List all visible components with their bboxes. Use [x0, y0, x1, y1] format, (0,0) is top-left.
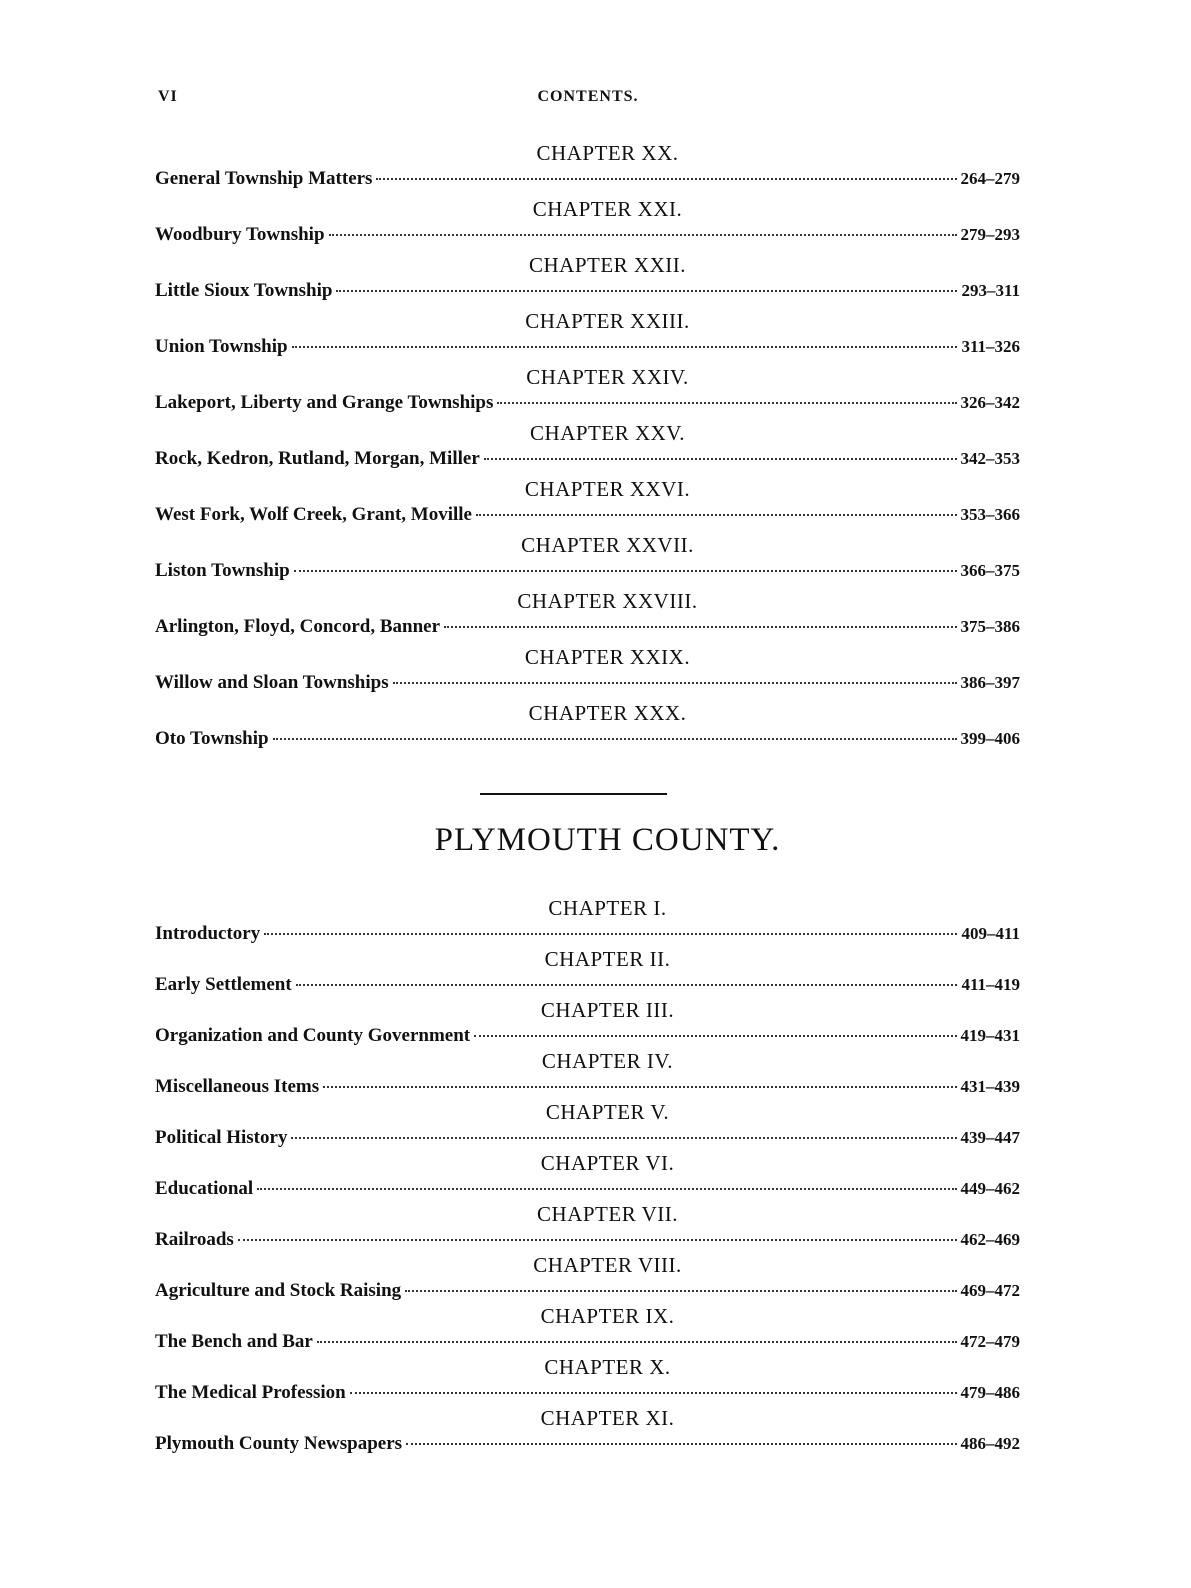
toc-line — [155, 921, 1020, 947]
toc-line — [155, 558, 1020, 584]
chapter-heading: CHAPTER XXII. — [529, 253, 686, 277]
chapter-title: Political History — [155, 1127, 288, 1148]
page-range: 366–375 — [960, 561, 1020, 580]
page-range: 264–279 — [960, 169, 1020, 188]
chapter-heading: CHAPTER XXVIII. — [517, 589, 698, 613]
toc-line — [155, 972, 1020, 998]
toc-entry — [155, 140, 1020, 196]
chapter-title: Railroads — [155, 1229, 234, 1250]
chapter-title: The Medical Profession — [155, 1382, 346, 1403]
toc-entry — [155, 1303, 1020, 1354]
page-range: 386–397 — [960, 673, 1020, 692]
chapter-heading: CHAPTER VIII. — [533, 1253, 682, 1277]
chapter-heading: CHAPTER XXV. — [530, 421, 685, 445]
toc-entry — [155, 476, 1020, 532]
toc-entry — [155, 895, 1020, 946]
chapter-heading: CHAPTER III. — [540, 998, 675, 1022]
dot-leader — [238, 1239, 957, 1241]
chapter-title: General Township Matters — [155, 168, 373, 189]
chapter-title: Arlington, Floyd, Concord, Banner — [155, 616, 441, 637]
page-range: 411–419 — [961, 975, 1020, 994]
chapter-title: Plymouth County Newspapers — [155, 1433, 403, 1454]
chapter-heading: CHAPTER XXX. — [528, 701, 687, 725]
dot-leader — [406, 1443, 956, 1445]
toc-line — [155, 390, 1020, 416]
chapter-heading: CHAPTER XXIV. — [526, 365, 689, 389]
chapter-heading: CHAPTER IX. — [540, 1304, 675, 1328]
chapter-heading: CHAPTER VII. — [537, 1202, 678, 1226]
dot-leader — [257, 1188, 956, 1190]
chapter-title: Lakeport, Liberty and Grange Townships — [155, 392, 494, 413]
section-divider — [480, 793, 667, 795]
toc-line — [155, 278, 1020, 304]
chapter-heading: CHAPTER II. — [544, 947, 671, 971]
toc-line — [155, 446, 1020, 472]
dot-leader — [294, 570, 957, 572]
chapter-title: Little Sioux Township — [155, 280, 333, 301]
page-range: 353–366 — [960, 505, 1020, 524]
chapter-heading: CHAPTER XXVI. — [524, 477, 691, 501]
chapter-title: Rock, Kedron, Rutland, Morgan, Miller — [155, 448, 480, 469]
toc-entry — [155, 1252, 1020, 1303]
toc-entry — [155, 700, 1020, 756]
toc-entry — [155, 1099, 1020, 1150]
toc-entry — [155, 1150, 1020, 1201]
toc-entry — [155, 1405, 1020, 1456]
chapter-title: Introductory — [155, 923, 261, 944]
chapter-title: Woodbury Township — [155, 224, 325, 245]
dot-leader — [484, 458, 957, 460]
chapter-heading: CHAPTER X. — [544, 1355, 671, 1379]
toc-line — [155, 222, 1020, 248]
page-range: 293–311 — [961, 281, 1020, 300]
chapter-title: Miscellaneous Items — [155, 1076, 320, 1097]
chapter-heading: CHAPTER I. — [548, 896, 667, 920]
page-range: 342–353 — [960, 449, 1020, 468]
chapter-title: Educational — [155, 1178, 254, 1199]
toc-entry — [155, 588, 1020, 644]
dot-leader — [323, 1086, 956, 1088]
dot-leader — [476, 514, 957, 516]
dot-leader — [264, 933, 957, 935]
toc-line — [155, 1227, 1020, 1253]
dot-leader — [474, 1035, 956, 1037]
page-range: 479–486 — [960, 1383, 1020, 1402]
toc-line — [155, 1125, 1020, 1151]
toc-line — [155, 614, 1020, 640]
dot-leader — [393, 682, 957, 684]
dot-leader — [350, 1392, 957, 1394]
chapter-title: Agriculture and Stock Raising — [155, 1280, 402, 1301]
page-range: 439–447 — [960, 1128, 1020, 1147]
plymouth-contents — [155, 895, 1020, 1456]
page-range: 399–406 — [960, 729, 1020, 748]
dot-leader — [296, 984, 958, 986]
toc-line — [155, 166, 1020, 192]
page-range: 419–431 — [960, 1026, 1020, 1045]
dot-leader — [497, 402, 956, 404]
page-number: VI — [158, 88, 178, 105]
page-range: 486–492 — [960, 1434, 1020, 1453]
toc-entry — [155, 420, 1020, 476]
chapter-heading: CHAPTER XXVII. — [521, 533, 694, 557]
toc-line — [155, 1431, 1020, 1457]
toc-line — [155, 1176, 1020, 1202]
toc-entry — [155, 308, 1020, 364]
toc-entry — [155, 196, 1020, 252]
chapter-heading: CHAPTER XXIX. — [524, 645, 691, 669]
dot-leader — [405, 1290, 956, 1292]
chapter-title: Early Settlement — [155, 974, 292, 995]
page-range: 375–386 — [960, 617, 1020, 636]
chapter-heading: CHAPTER XX. — [536, 141, 679, 165]
chapter-heading: CHAPTER XXIII. — [525, 309, 690, 333]
dot-leader — [444, 626, 956, 628]
toc-entry — [155, 364, 1020, 420]
toc-line — [155, 1278, 1020, 1304]
toc-entry — [155, 252, 1020, 308]
toc-entry — [155, 1201, 1020, 1252]
toc-line — [155, 334, 1020, 360]
page-range: 409–411 — [961, 924, 1020, 943]
chapter-heading: CHAPTER XXI. — [532, 197, 683, 221]
dot-leader — [273, 738, 957, 740]
page-range: 311–326 — [961, 337, 1020, 356]
dot-leader — [336, 290, 957, 292]
toc-line — [155, 1380, 1020, 1406]
dot-leader — [329, 234, 957, 236]
toc-entry — [155, 946, 1020, 997]
dot-leader — [317, 1341, 957, 1343]
chapter-heading: CHAPTER XI. — [540, 1406, 675, 1430]
page-range: 431–439 — [960, 1077, 1020, 1096]
toc-entry — [155, 1354, 1020, 1405]
page-range: 279–293 — [960, 225, 1020, 244]
chapter-title: Liston Township — [155, 560, 290, 581]
county-heading: PLYMOUTH COUNTY. — [434, 822, 781, 858]
toc-entry — [155, 997, 1020, 1048]
toc-line — [155, 1074, 1020, 1100]
dot-leader — [291, 1137, 956, 1139]
toc-entry — [155, 532, 1020, 588]
toc-line — [155, 726, 1020, 752]
toc-line — [155, 1329, 1020, 1355]
chapter-title: Willow and Sloan Townships — [155, 672, 389, 693]
page-range: 326–342 — [960, 393, 1020, 412]
chapter-title: Organization and County Government — [155, 1025, 471, 1046]
page-range: 462–469 — [960, 1230, 1020, 1249]
toc-entry — [155, 644, 1020, 700]
toc-entry — [155, 1048, 1020, 1099]
page-range: 472–479 — [960, 1332, 1020, 1351]
page-range: 449–462 — [960, 1179, 1020, 1198]
toc-line — [155, 670, 1020, 696]
woodbury-contents — [155, 140, 1020, 756]
dot-leader — [292, 346, 958, 348]
chapter-title: West Fork, Wolf Creek, Grant, Moville — [155, 504, 472, 525]
toc-line — [155, 502, 1020, 528]
running-title: CONTENTS. — [537, 88, 639, 105]
toc-line — [155, 1023, 1020, 1049]
chapter-heading: CHAPTER IV. — [541, 1049, 674, 1073]
chapter-heading: CHAPTER V. — [545, 1100, 670, 1124]
page-range: 469–472 — [960, 1281, 1020, 1300]
running-head — [158, 88, 1018, 112]
chapter-title: The Bench and Bar — [155, 1331, 313, 1352]
chapter-title: Oto Township — [155, 728, 269, 749]
chapter-heading: CHAPTER VI. — [540, 1151, 675, 1175]
dot-leader — [376, 178, 956, 180]
chapter-title: Union Township — [155, 336, 288, 357]
